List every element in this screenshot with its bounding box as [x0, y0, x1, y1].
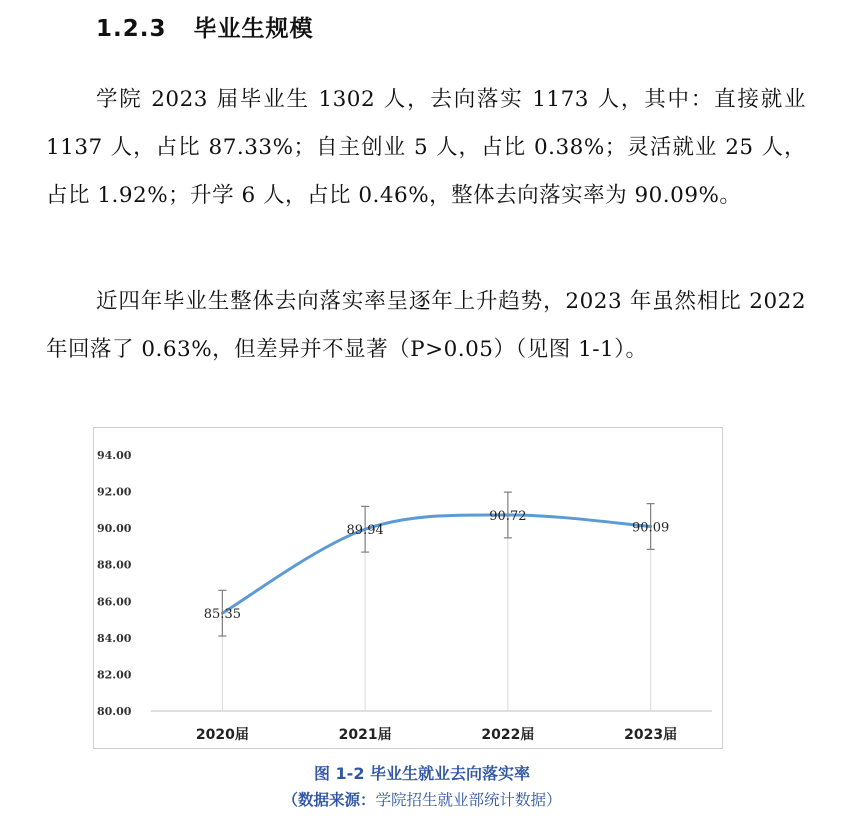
- data-label: 90.09: [632, 520, 670, 536]
- data-label: 90.72: [489, 508, 527, 524]
- y-tick-label: 84.00: [97, 631, 132, 645]
- figure-caption: 图 1-2 毕业生就业去向落实率: [313, 764, 531, 783]
- y-tick-label: 90.00: [97, 522, 132, 536]
- section-heading: [96, 10, 314, 43]
- y-tick-label: 82.00: [97, 668, 132, 682]
- data-label: 85.35: [203, 607, 241, 623]
- x-tick-label: 2021届: [338, 727, 392, 743]
- figure-source-text: 学院招生就业部统计数据）: [375, 791, 562, 809]
- section-number: 1.2.3: [96, 16, 167, 42]
- figure-source: [0, 788, 844, 810]
- chart-frame: [93, 427, 723, 749]
- section-title: 毕业生规模: [193, 16, 314, 42]
- employment-rate-chart: [94, 428, 722, 748]
- x-tick-label: 2023届: [624, 727, 678, 743]
- paragraph-graduate-scale: 学院 2023 届毕业生 1302 人，去向落实 1173 人，其中：直接就业 1137 人，占比 87.33%；自主创业 5 人，占比 0.38%；灵活就业 25 人，占比 1.92%；升学 6 人，占比 0.46%，整体去向落实率为 90.09%。: [46, 87, 806, 208]
- x-tick-label: 2022届: [481, 727, 535, 743]
- figure-source-prefix: （数据来源：: [282, 791, 376, 809]
- y-tick-label: 88.00: [97, 558, 132, 572]
- y-tick-label: 86.00: [97, 595, 132, 609]
- x-tick-label: 2020届: [195, 727, 249, 743]
- y-tick-label: 94.00: [97, 449, 132, 462]
- paragraph-trend: 近四年毕业生整体去向落实率呈逐年上升趋势，2023 年虽然相比 2022 年回落了 0.63%，但差异并不显著（P>0.05）（见图 1-1）。: [46, 289, 806, 362]
- data-label: 89.94: [346, 523, 384, 539]
- series-line: [222, 515, 650, 613]
- y-tick-label: 92.00: [97, 485, 132, 499]
- y-tick-label: 80.00: [97, 705, 132, 718]
